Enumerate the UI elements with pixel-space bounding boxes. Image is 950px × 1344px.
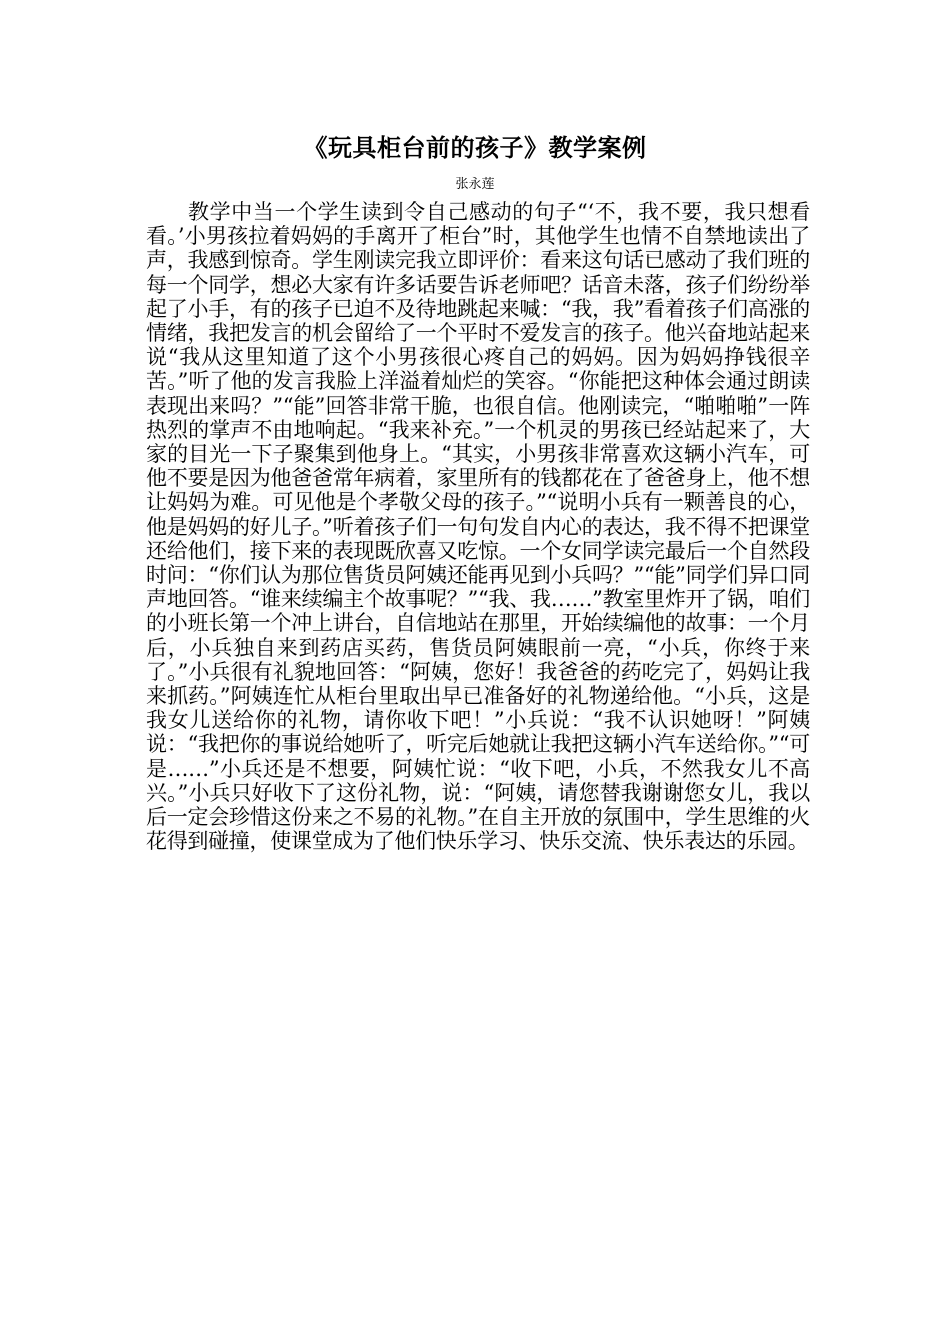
document-title: 《玩具柜台前的孩子》教学案例 — [303, 133, 647, 162]
document-author: 张永莲 — [455, 177, 495, 192]
body-paragraph: 教学中当一个学生读到令自己感动的句子“‘不，我不要，我只想看看。’小男孩拉着妈妈的手离开了柜台”时，其他学生也情不自禁地读出了声，我感到惊奇。学生刚读完我立即评价：看来这句话已感动了我们班的每一个同学，想必大家有许多话要告诉老师吧？话音未落，孩子们纷纷举起了小手，有的孩子已迫不及待地跳起来喊：“我，我”看着孩子们高涨的情绪，我把发言的机会留给了一个平时不爱发言的孩子。他兴奋地站起来说“我从这里知道了这个小男孩很心疼自己的妈妈。因为妈妈挣钱很辛苦。”听了他的发言我脸上洋溢着灿烂的笑容。“你能把这种体会通过朗读表现出来吗？”“能”回答非常干脆，也很自信。他刚读完，“啪啪啪”一阵热烈的掌声不由地响起。“我来补充。”一个机灵的男孩已经站起来了，大家的目光一下子聚集到他身上。“其实，小男孩非常喜欢这辆小汽车，可他不要是因为他爸爸常年病着，家里所有的钱都花在了爸爸身上，他不想让妈妈为难。可见他是个孝敬父母的孩子。”“说明小兵有一颗善良的心，他是妈妈的好儿子。”听着孩子们一句句发自内心的表达，我不得不把课堂还给他们，接下来的表现既欣喜又吃惊。一个女同学读完最后一个自然段时问：“你们认为那位售货员阿姨还能再见到小兵吗？”“能”同学们异口同声地回答。“谁来续编主个故事呢？”“我、我……”教室里炸开了锅，咱们的小班长第一个冲上讲台，自信地站在那里，开始续编他的故事：一个月后，小兵独自来到药店买药，售货员阿姨眼前一亮，“小兵，你终于来了。”小兵很有礼貌地回答：“阿姨，您好！我爸爸的药吃完了，妈妈让我来抓药。”阿姨连忙从柜台里取出早已准备好的礼物递给他。“小兵，这是我女儿送给你的礼物，请你收下吧！”小兵说：“我不认识她呀！”阿姨说：“我把你的事说给她听了，听完后她就让我把这辆小汽车送给你。”“可是……”小兵还是不想要，阿姨忙说：“收下吧，小兵，不然我女儿不高兴。”小兵只好收下了这份礼物，说：“阿姨，请您替我谢谢您女儿，我以后一定会珍惜这份来之不易的礼物。”在自主开放的氛围中，学生思维的火花得到碰撞，使课堂成为了他们快乐学习、快乐交流、快乐表达的乐园。 — [146, 200, 810, 854]
